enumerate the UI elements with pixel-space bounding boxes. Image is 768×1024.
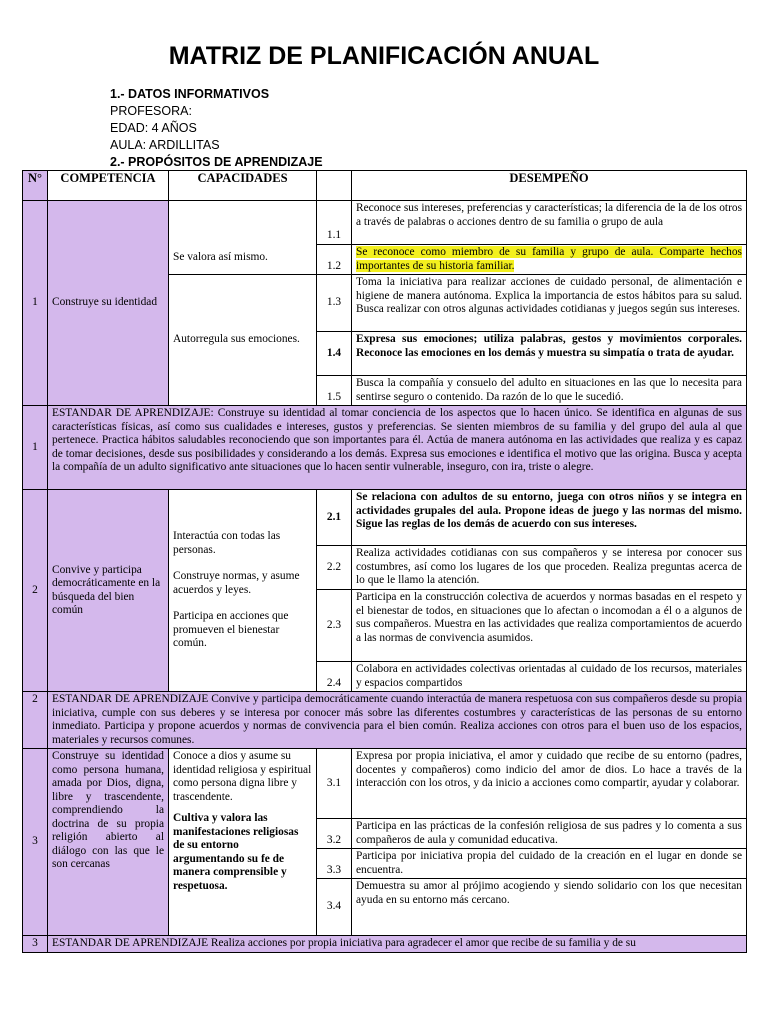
desempeno-text: Expresa sus emociones; utiliza palabras, gestos y movimientos corporales. Reconoce las emociones en los demás y muestra su simpatía o trata de ayudar. (352, 332, 747, 376)
row-number: 2 (23, 490, 48, 692)
row-number: 3 (23, 749, 48, 936)
desempeno-code: 1.3 (317, 275, 352, 332)
section-heading-propositos: 2.- PROPÓSITOS DE APRENDIZAJE (110, 155, 323, 169)
header-competencia: COMPETENCIA (48, 171, 169, 201)
capacidades-cell (169, 749, 317, 936)
profesora-field: PROFESORA: (110, 104, 192, 118)
edad-field: EDAD: 4 AÑOS (110, 121, 197, 135)
desempeno-text: Participa en las prácticas de la confesión religiosa de sus padres y lo comenta a sus compañeros de aula y comunidad educativa. (352, 819, 747, 849)
capacidad-cell: Autorregula sus emociones. (169, 275, 317, 406)
info-section (110, 86, 323, 171)
desempeno-text: Se relaciona con adultos de su entorno, juega con otros niños y se integra en actividades grupales del aula. Propone ideas de juego y las normas del mismo. Sigue las reglas de los demás de acuerdo con sus intereses. (352, 490, 747, 546)
desempeno-text: Demuestra su amor al prójimo acogiendo y siendo solidario con los que necesitan ayuda en su entorno más cercano. (352, 879, 747, 936)
desempeno-code: 2.3 (317, 590, 352, 662)
desempeno-text: Realiza actividades cotidianas con sus compañeros y se interesa por conocer sus costumbres, así como los lugares de los que proceden. Realiza preguntas acerca de lo que le llamo la atención. (352, 546, 747, 590)
desempeno-code: 2.4 (317, 662, 352, 692)
header-desempeno: DESEMPEÑO (352, 171, 747, 201)
desempeno-code: 1.5 (317, 376, 352, 406)
standard-number: 3 (23, 936, 48, 953)
desempeno-code: 3.3 (317, 849, 352, 879)
standard-row (23, 692, 747, 749)
desempeno-code: 1.2 (317, 245, 352, 275)
standard-text: ESTANDAR DE APRENDIZAJE Realiza acciones por propia iniciativa para agradecer el amor que recibe de su familia y de su (48, 936, 747, 953)
desempeno-code: 2.2 (317, 546, 352, 590)
capacidad-item: Participa en acciones que promueven el bienestar común. (173, 610, 289, 650)
capacidad-item: Interactúa con todas las personas. (173, 530, 281, 556)
desempeno-code: 3.4 (317, 879, 352, 936)
capacidad-item: Conoce a dios y asume su identidad religiosa y espiritual como persona digna libre y trascendente. (173, 750, 312, 803)
desempeno-text: Busca la compañía y consuelo del adulto en situaciones en las que lo necesita para sentirse seguro o contenido. Da razón de lo que le sucedió. (352, 376, 747, 406)
competencia-cell: Construye su identidad como persona humana, amada por Dios, digna, libre y trascendente, comprendiendo la doctrina de su propia religión abierto al diálogo con las que le son cercanas (48, 749, 169, 936)
desempeno-text: Participa en la construcción colectiva de acuerdos y normas basadas en el respeto y el bienestar de todos, en situaciones que lo afectan o incomodan a él o a algunos de sus compañeros. Muestra en las actividades que realiza comportamientos de acuerdo a las normas de convivencia asumidos. (352, 590, 747, 662)
capacidad-item: Construye normas, y asume acuerdos y leyes. (173, 570, 300, 596)
aula-field: AULA: ARDILLITAS (110, 138, 220, 152)
table-header-row (23, 171, 747, 201)
row-number: 1 (23, 201, 48, 406)
desempeno-text: Reconoce sus intereses, preferencias y características; la diferencia de la de los otros a través de palabras o acciones dentro de su familia o grupo de aula (352, 201, 747, 245)
desempeno-code: 1.1 (317, 201, 352, 245)
standard-number: 1 (23, 406, 48, 490)
desempeno-text: Toma la iniciativa para realizar acciones de cuidado personal, de alimentación e higiene de manera autónoma. Explica la importancia de estos hábitos para su salud. Busca realizar con otros algunas actividades cotidianas y juegos según sus intereses. (352, 275, 747, 332)
header-code (317, 171, 352, 201)
highlighted-text: Se reconoce como miembro de su familia y grupo de aula. Comparte hechos importantes de su historia familiar. (356, 246, 742, 272)
standard-text: ESTANDAR DE APRENDIZAJE Convive y participa democráticamente cuando interactúa de manera respetuosa con sus compañeros desde su propia iniciativa, cumple con sus deberes y se interesa por conocer más sobre las diferentes costumbres y características de las personas de su entorno inmediato. Participa y propone acuerdos y normas de convivencia para el bien común. Realiza acciones con otros para el buen uso de los espacios, materiales y recursos comunes. (48, 692, 747, 749)
standard-row (23, 936, 747, 953)
capacidad-item: Cultiva y valora las manifestaciones religiosas de su entorno argumentando su fe de manera comprensible y respetuosa. (173, 812, 299, 892)
desempeno-code: 1.4 (317, 332, 352, 376)
table-row (23, 749, 747, 819)
header-capacidades: CAPACIDADES (169, 171, 317, 201)
header-no: N° (23, 171, 48, 201)
capacidades-cell (169, 490, 317, 692)
capacidad-cell: Se valora así mismo. (169, 201, 317, 275)
section-heading-datos: 1.- DATOS INFORMATIVOS (110, 87, 270, 101)
desempeno-text: Colabora en actividades colectivas orientadas al cuidado de los recursos, materiales y espacios compartidos (352, 662, 747, 692)
desempeno-text: Participa por iniciativa propia del cuidado de la creación en el lugar en donde se encuentra. (352, 849, 747, 879)
standard-row (23, 406, 747, 490)
competencia-cell: Convive y participa democráticamente en la búsqueda del bien común (48, 490, 169, 692)
planning-matrix-table (22, 170, 747, 953)
table-row (23, 201, 747, 245)
competencia-cell: Construye su identidad (48, 201, 169, 406)
standard-number: 2 (23, 692, 48, 749)
standard-text: ESTANDAR DE APRENDIZAJE: Construye su identidad al tomar conciencia de los aspectos que lo hacen único. Se identifica en algunas de sus características físicas, así como sus cualidades e intereses, gustos y preferencias. Se sienten miembros de su familia y del grupo del aula al que pertenece. Practica hábitos saludables reconociendo que son importantes para él. Actúa de manera autónoma en las actividades que realiza y es capaz de tomar decisiones, desde sus posibilidades y considerando a los demás. Expresa sus emociones e identifica el motivo que las origina. Busca y acepta la compañía de un adulto significativo ante situaciones que lo hacen sentir vulnerable, inseguro, con ira, triste o alegre. (48, 406, 747, 490)
desempeno-code: 3.1 (317, 749, 352, 819)
desempeno-text (352, 245, 747, 275)
desempeno-code: 3.2 (317, 819, 352, 849)
desempeno-code: 2.1 (317, 490, 352, 546)
desempeno-text: Expresa por propia iniciativa, el amor y cuidado que recibe de su entorno (padres, docentes y compañeros) como indicio del amor de dios. Lo hace a través de la interacción con los otros, y da inicio a acciones como compartir, ayudar y colaborar. (352, 749, 747, 819)
page-title: MATRIZ DE PLANIFICACIÓN ANUAL (168, 42, 600, 70)
table-row (23, 490, 747, 546)
